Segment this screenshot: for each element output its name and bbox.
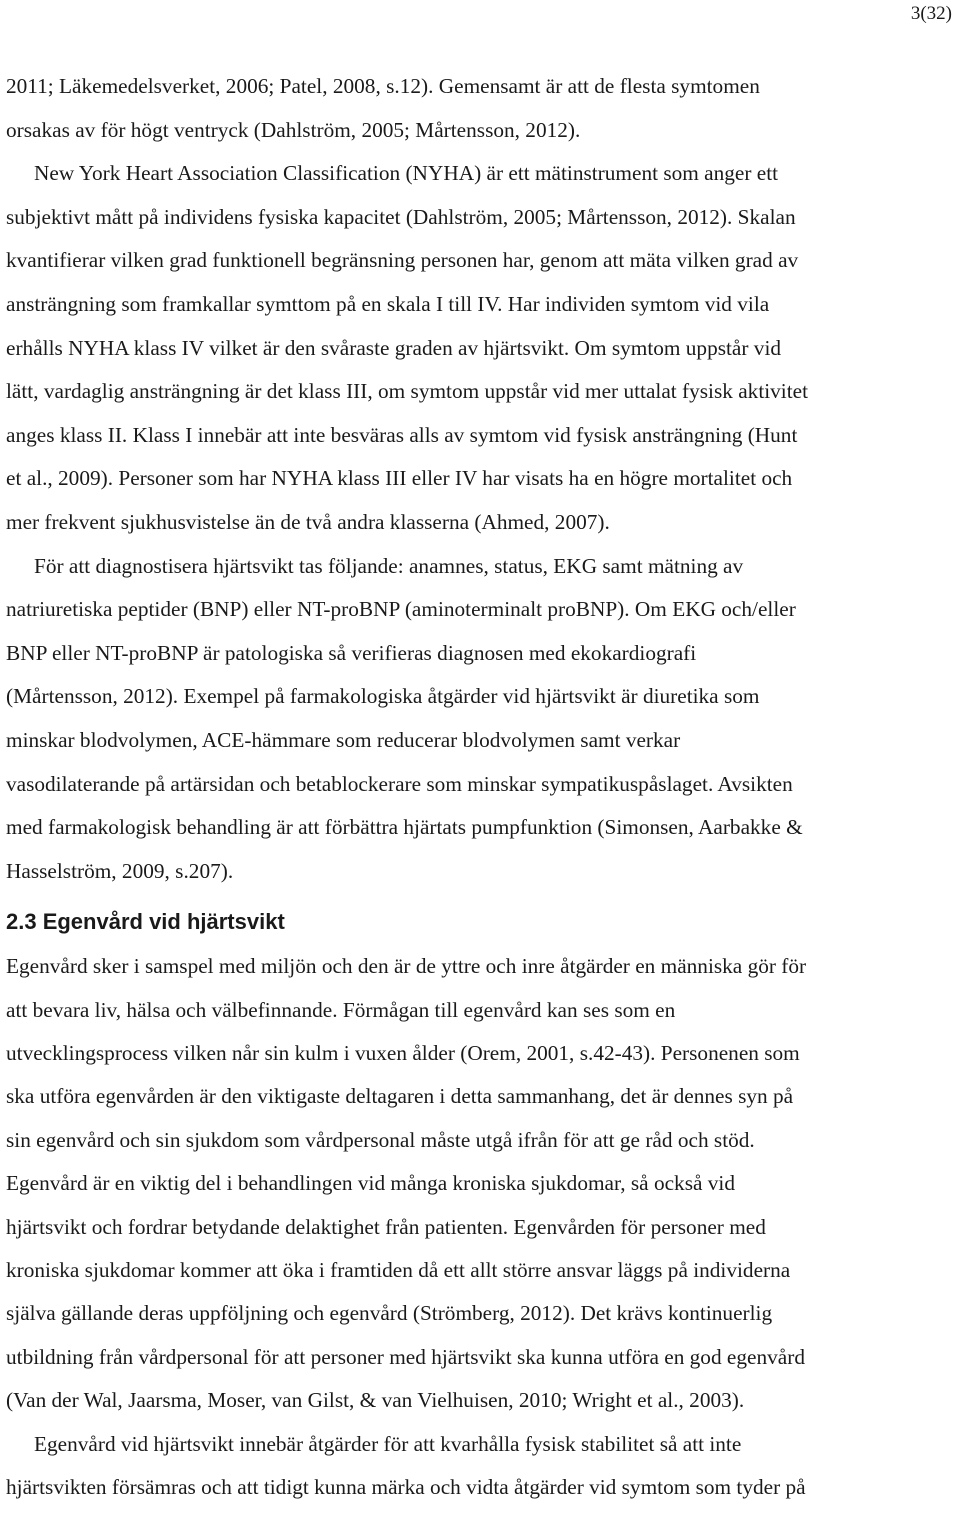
- text-line: Egenvård är en viktig del i behandlingen vid många kroniska sjukdomar, så också vid: [6, 1171, 735, 1196]
- text-line: subjektivt mått på individens fysiska kapacitet (Dahlström, 2005; Mårtensson, 2012). Skalan: [6, 204, 796, 229]
- text-line: utbildning från vårdpersonal för att personer med hjärtsvikt ska kunna utföra en god egenvård: [6, 1344, 805, 1369]
- text-line: att bevara liv, hälsa och välbefinnande. Förmågan till egenvård kan ses som en: [6, 997, 676, 1022]
- text-line: et al., 2009). Personer som har NYHA klass III eller IV har visats ha en högre mortalitet och: [6, 466, 793, 491]
- document-body: [6, 65, 957, 1509]
- text-line: kroniska sjukdomar kommer att öka i framtiden då ett allt större ansvar läggs på individerna: [6, 1258, 791, 1283]
- text-line: BNP eller NT-proBNP är patologiska så verifieras diagnosen med ekokardiografi: [6, 640, 697, 665]
- text-line: erhålls NYHA klass IV vilket är den svåraste graden av hjärtsvikt. Om symtom uppstår vid: [6, 335, 782, 360]
- text-line: vasodilaterande på artärsidan och betablockerare som minskar sympatikuspåslaget. Avsikten: [6, 771, 793, 796]
- text-line: Hasselström, 2009, s.207).: [6, 858, 234, 883]
- text-line: mer frekvent sjukhusvistelse än de två andra klasserna (Ahmed, 2007).: [6, 509, 610, 534]
- text-line: anges klass II. Klass I innebär att inte besväras alls av symtom vid fysisk ansträngning (Hunt: [6, 422, 798, 447]
- text-line: 2011; Läkemedelsverket, 2006; Patel, 2008, s.12). Gemensamt är att de flesta symtomen: [6, 74, 760, 98]
- text-line: Egenvård sker i samspel med miljön och den är de yttre och inre åtgärder en människa gör för: [6, 954, 807, 979]
- text-line: sin egenvård och sin sjukdom som vårdpersonal måste utgå ifrån för att ge råd och stöd.: [6, 1127, 755, 1152]
- text-line: lätt, vardaglig ansträngning är det klass III, om symtom uppstår vid mer uttalat fysisk aktivitet: [6, 379, 809, 404]
- text-line: Egenvård vid hjärtsvikt innebär åtgärder för att kvarhålla fysisk stabilitet så att inte: [34, 1431, 742, 1456]
- text-line: För att diagnostisera hjärtsvikt tas följande: anamnes, status, EKG samt mätning av: [34, 553, 744, 578]
- text-line: kvantifierar vilken grad funktionell begränsning personen har, genom att mäta vilken grad av: [6, 248, 799, 273]
- text-line: utvecklingsprocess vilken når sin kulm i vuxen ålder (Orem, 2001, s.42-43). Personenen som: [6, 1041, 800, 1066]
- text-line: minskar blodvolymen, ACE-hämmare som reducerar blodvolymen samt verkar: [6, 727, 681, 752]
- text-line: New York Heart Association Classification (NYHA) är ett mätinstrument som anger ett: [34, 161, 779, 186]
- text-line: själva gällande deras uppföljning och egenvård (Strömberg, 2012). Det krävs kontinuerlig: [6, 1301, 773, 1326]
- text-line: ska utföra egenvården är den viktigaste deltagaren i detta sammanhang, det är dennes syn på: [6, 1084, 794, 1109]
- text-line: (Van der Wal, Jaarsma, Moser, van Gilst, & van Vielhuisen, 2010; Wright et al., 2003).: [6, 1388, 745, 1413]
- section-heading: 2.3 Egenvård vid hjärtsvikt: [6, 909, 285, 935]
- text-line: med farmakologisk behandling är att förbättra hjärtats pumpfunktion (Simonsen, Aarbakke &: [6, 815, 803, 840]
- text-line: orsakas av för högt ventryck (Dahlström, 2005; Mårtensson, 2012).: [6, 117, 581, 142]
- text-line: (Mårtensson, 2012). Exempel på farmakologiska åtgärder vid hjärtsvikt är diuretika som: [6, 684, 760, 709]
- paragraph-block-1: [6, 65, 957, 893]
- paragraph-block-2: [6, 945, 957, 1509]
- text-line: hjärtsvikt och fordrar betydande delaktighet från patienten. Egenvården för personer med: [6, 1214, 766, 1239]
- page-number: 3(32): [910, 3, 952, 24]
- text-line: natriuretiska peptider (BNP) eller NT-proBNP (aminoterminalt proBNP). Om EKG och/eller: [6, 597, 796, 622]
- text-line: hjärtsvikten försämras och att tidigt kunna märka och vidta åtgärder vid symtom som tyder på: [6, 1474, 806, 1499]
- text-line: ansträngning som framkallar symttom på en skala I till IV. Har individen symtom vid vila: [6, 291, 770, 316]
